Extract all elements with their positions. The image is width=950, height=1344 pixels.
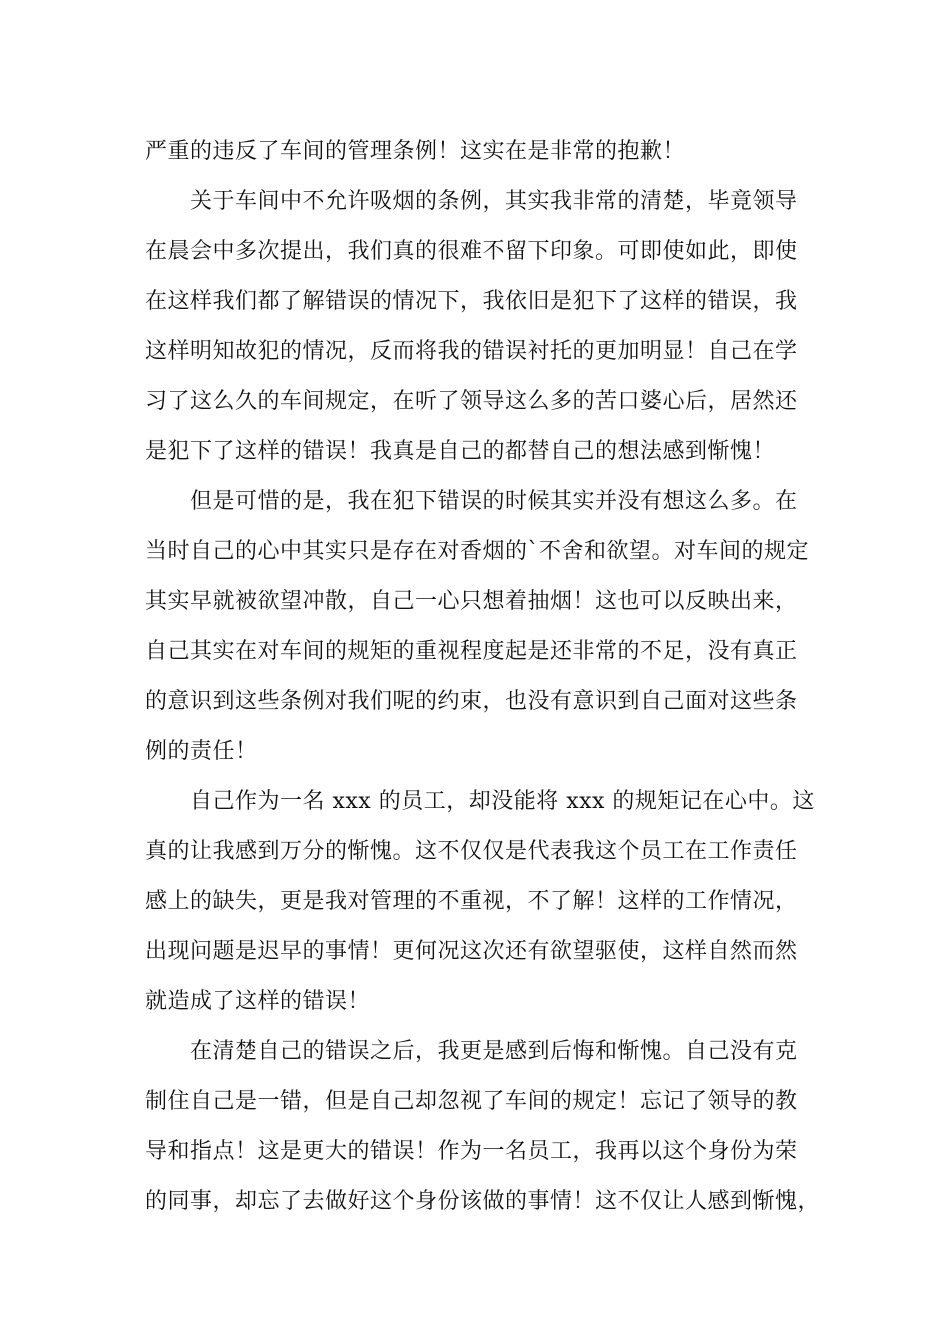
text-line: 在晨会中多次提出，我们真的很难不留下印象。可即使如此，即使 <box>145 239 798 264</box>
text-line: 在这样我们都了解错误的情况下，我依旧是犯下了这样的错误，我 <box>145 289 798 314</box>
text-line: 严重的违反了车间的管理条例！这实在是非常的抱歉！ <box>145 139 686 164</box>
text-line: 就造成了这样的错误！ <box>145 989 371 1014</box>
text-line: 导和指点！这是更大的错误！作为一名员工，我再以这个身份为荣 <box>145 1139 798 1164</box>
text-line: 自己其实在对车间的规矩的重视程度起是还非常的不足，没有真正 <box>145 639 798 664</box>
body-text <box>145 127 835 1227</box>
text-line: 但是可惜的是，我在犯下错误的时候其实并没有想这么多。在 <box>145 489 798 514</box>
text-line: 是犯下了这样的错误！我真是自己的都替自己的想法感到惭愧！ <box>145 439 776 464</box>
text-line: 的意识到这些条例对我们呢的约束，也没有意识到自己面对这些条 <box>145 689 798 714</box>
text-line: 其实早就被欲望冲散，自己一心只想着抽烟！这也可以反映出来， <box>145 589 798 614</box>
text-line: 自己作为一名 xxx 的员工，却没能将 xxx 的规矩记在心中。这 <box>145 789 815 814</box>
text-line: 的同事，却忘了去做好这个身份该做的事情！这不仅让人感到惭愧， <box>145 1189 821 1214</box>
text-line: 在清楚自己的错误之后，我更是感到后悔和惭愧。自己没有克 <box>145 1039 798 1064</box>
text-line: 关于车间中不允许吸烟的条例，其实我非常的清楚，毕竟领导 <box>145 189 798 214</box>
text-line: 例的责任！ <box>145 739 258 764</box>
text-line: 真的让我感到万分的惭愧。这不仅仅是代表我这个员工在工作责任 <box>145 839 798 864</box>
text-line: 习了这么久的车间规定，在听了领导这么多的苦口婆心后，居然还 <box>145 389 798 414</box>
text-line: 这样明知故犯的情况，反而将我的错误衬托的更加明显！自己在学 <box>145 339 798 364</box>
text-line: 当时自己的心中其实只是存在对香烟的`不舍和欲望。对车间的规定 <box>145 539 810 564</box>
text-line: 感上的缺失，更是我对管理的不重视，不了解！这样的工作情况， <box>145 889 798 914</box>
text-line: 出现问题是迟早的事情！更何况这次还有欲望驱使，这样自然而然 <box>145 939 798 964</box>
text-line: 制住自己是一错，但是自己却忽视了车间的规定！忘记了领导的教 <box>145 1089 798 1114</box>
